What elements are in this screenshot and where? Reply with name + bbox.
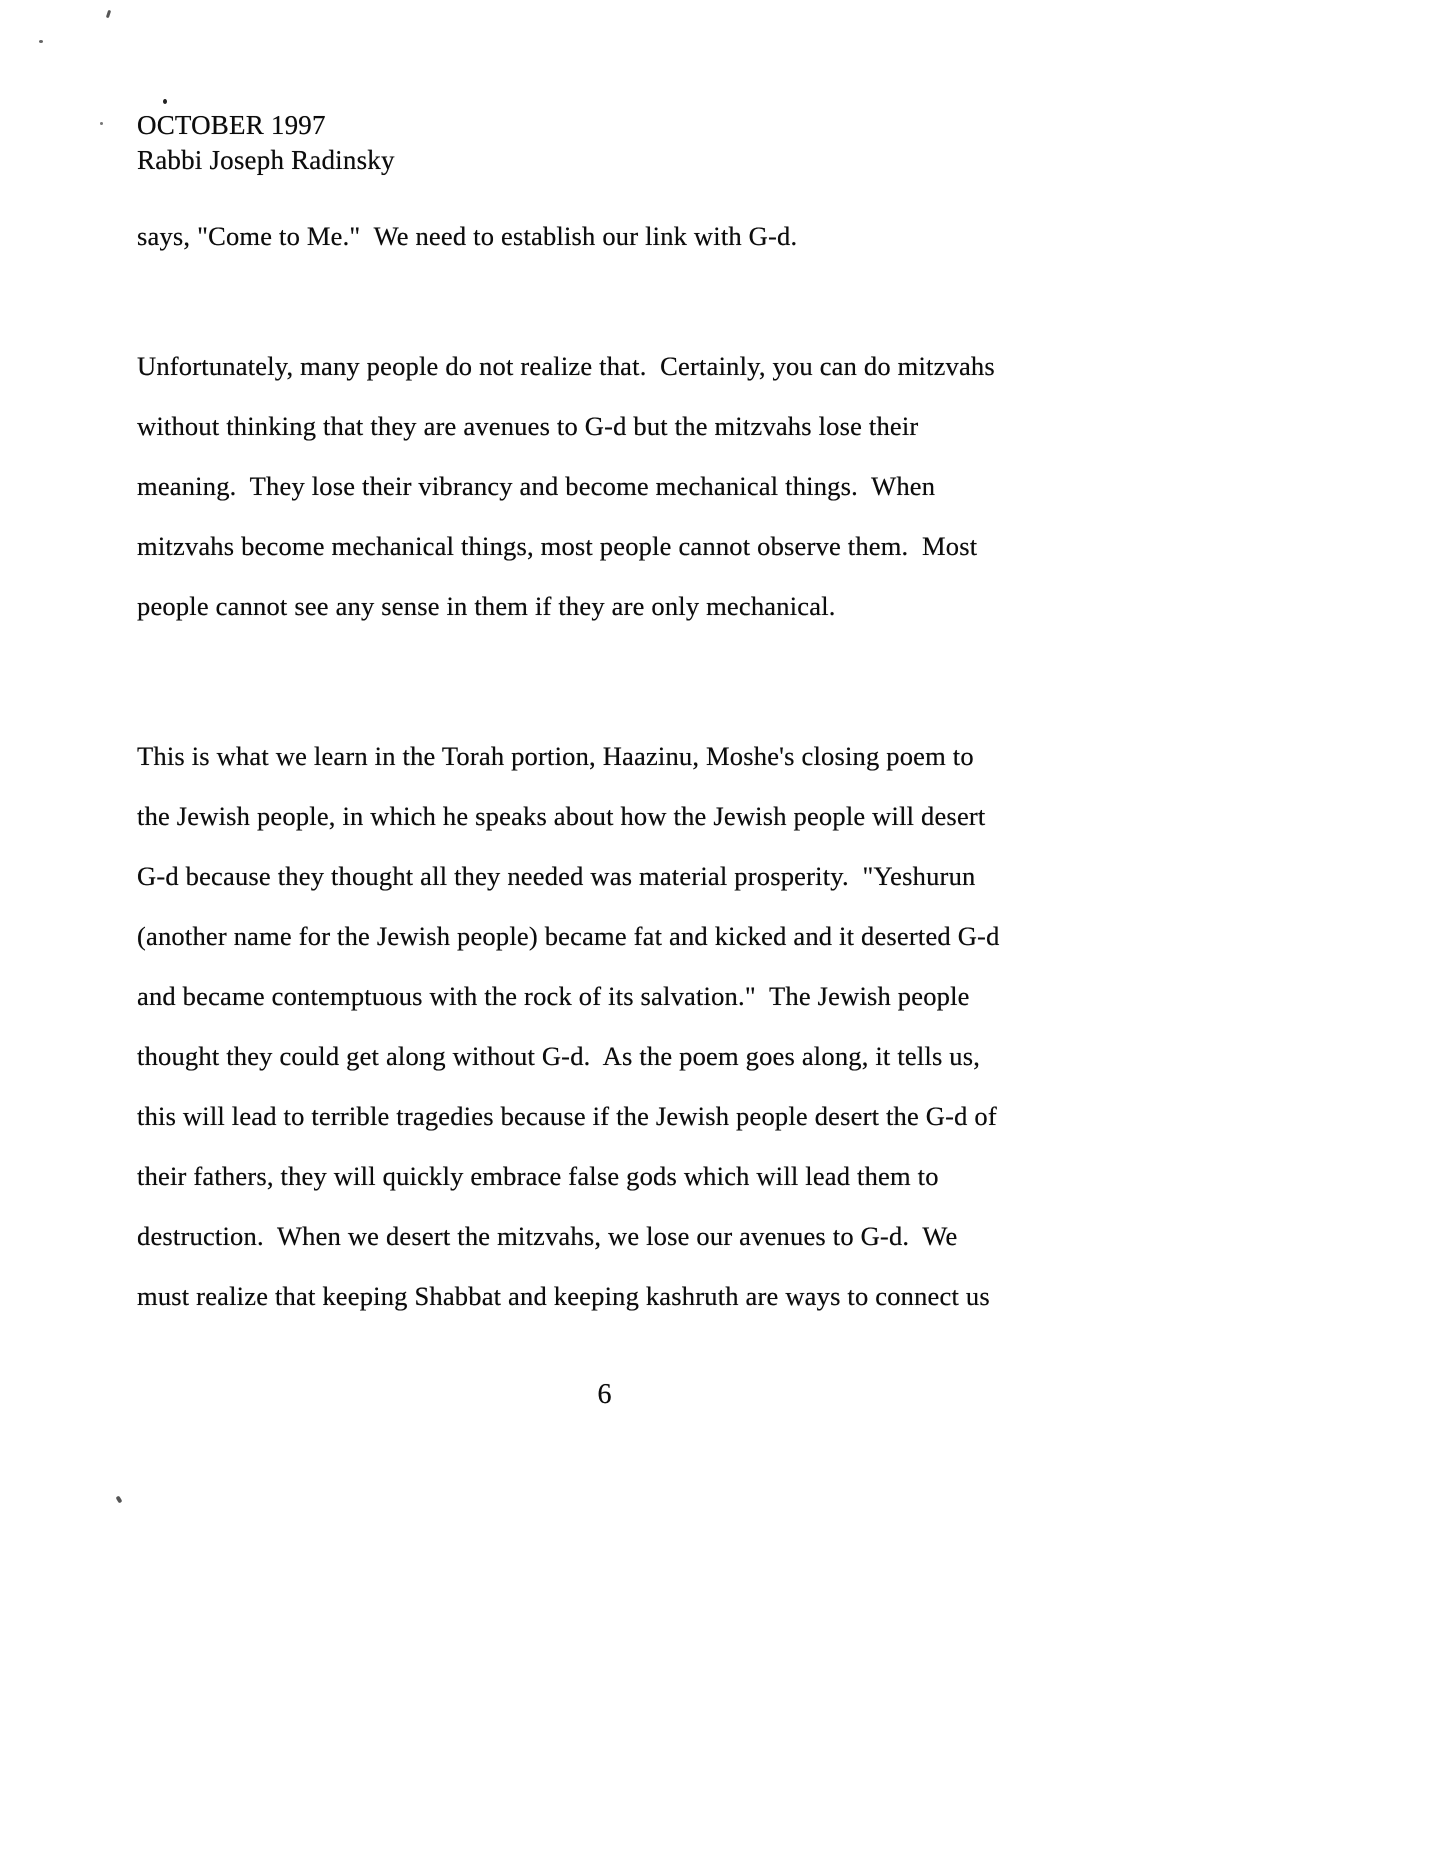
text-line: (another name for the Jewish people) became fat and kicked and it deserted G-d xyxy=(137,921,1000,951)
scan-speck xyxy=(100,122,103,125)
text-line: destruction. When we desert the mitzvahs, we lose our avenues to G-d. We xyxy=(137,1221,958,1251)
text-line: thought they could get along without G-d. As the poem goes along, it tells us, xyxy=(137,1041,981,1071)
paragraph xyxy=(137,726,1137,1326)
text-line: without thinking that they are avenues to G-d but the mitzvahs lose their xyxy=(137,411,919,441)
text-line: mitzvahs become mechanical things, most people cannot observe them. Most xyxy=(137,531,978,561)
scan-speck xyxy=(39,40,43,43)
header-author: Rabbi Joseph Radinsky xyxy=(137,145,395,175)
text-line: and became contemptuous with the rock of its salvation." The Jewish people xyxy=(137,981,970,1011)
text-line: This is what we learn in the Torah portion, Haazinu, Moshe's closing poem to xyxy=(137,741,974,771)
text-line: must realize that keeping Shabbat and keeping kashruth are ways to connect us xyxy=(137,1281,990,1311)
page-number: 6 xyxy=(597,1379,612,1410)
scan-speck xyxy=(106,10,111,19)
header-date: OCTOBER 1997 xyxy=(137,110,326,140)
paragraph xyxy=(137,336,1137,636)
intro-line: says, "Come to Me." We need to establish our link with G-d. xyxy=(137,221,798,251)
text-line: meaning. They lose their vibrancy and become mechanical things. When xyxy=(137,471,936,501)
page-content xyxy=(137,108,1137,1412)
text-line: G-d because they thought all they needed was material prosperity. "Yeshurun xyxy=(137,861,976,891)
text-line: people cannot see any sense in them if they are only mechanical. xyxy=(137,591,836,621)
scan-speck xyxy=(163,99,167,104)
text-line: the Jewish people, in which he speaks about how the Jewish people will desert xyxy=(137,801,986,831)
page-header xyxy=(137,108,1137,178)
text-line: Unfortunately, many people do not realize that. Certainly, you can do mitzvahs xyxy=(137,351,995,381)
scan-speck xyxy=(116,1495,123,1503)
text-line: their fathers, they will quickly embrace false gods which will lead them to xyxy=(137,1161,939,1191)
text-line: this will lead to terrible tragedies because if the Jewish people desert the G-d of xyxy=(137,1101,997,1131)
body-paragraphs xyxy=(137,336,1137,1326)
